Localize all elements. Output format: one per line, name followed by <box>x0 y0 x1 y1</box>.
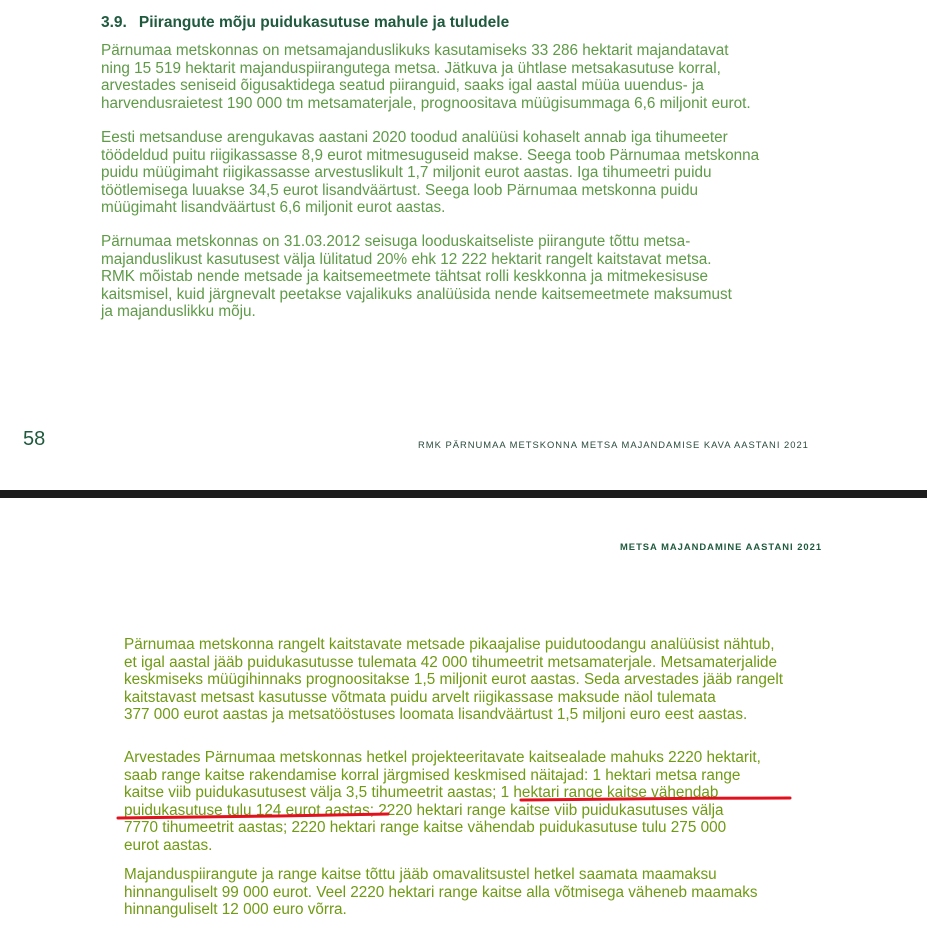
page-number: 58 <box>23 428 46 450</box>
page-divider <box>0 490 927 498</box>
paragraph-1: Pärnumaa metskonnas on metsamajanduslikuks kasutamiseks 33 286 hektarit majandatavat ning 15 519 hektarit majanduspiirangutega metsa. Jätkuva ja ühtlase metsakasutuse korral, arvestades seniseid õigusaktidega seatud piiranguid, saaks igal aastal müüa uuendus- ja harvendusraietest 190 000 tm metsamaterjale, prognoositava müügisummaga 6,6 miljonit eurot. <box>101 42 751 112</box>
section-title: Piirangute mõju puidukasutuse mahule ja tuludele <box>138 14 510 31</box>
running-footer: RMK PÄRNUMAA METSKONNA METSA MAJANDAMISE KAVA AASTANI 2021 <box>418 439 809 450</box>
paragraph-2: Eesti metsanduse arengukavas aastani 2020 toodud analüüsi kohaselt annab iga tihumeeter töödeldud puitu riigikassasse 8,9 eurot mitmesuguseid makse. Seega toob Pärnumaa metskonna puidu müügimaht riigikassasse arvestuslikult 1,7 miljonit eurot aastas. Iga tihumeetri puidu töötlemisega luuakse 34,5 eurot lisandväärtust. Seega loob Pärnumaa metskonna puidu müügimaht lisandväärtust 6,6 miljonit eurot aastas. <box>101 129 760 217</box>
paragraph-3: Pärnumaa metskonnas on 31.03.2012 seisuga looduskaitseliste piirangute tõttu metsa- majanduslikust kasutusest välja lülitatud 20% ehk 12 222 hektarit rangelt kaitstavat metsa. RMK mõistab nende metsade ja kaitsemeetmete tähtsat rolli keskkonna ja mitmekesisuse kaitsmisel, kuid järgnevalt peetakse vajalikuks analüüsida nende kaitsemeetmete maksumust ja majanduslikku mõju. <box>101 233 732 321</box>
running-header: METSA MAJANDAMINE AASTANI 2021 <box>620 541 823 552</box>
paragraph-5: Arvestades Pärnumaa metskonnas hetkel projekteeritavate kaitsealade mahuks 2220 hektarit, saab range kaitse rakendamise korral järgmised keskmised näitajad: 1 hektari metsa range kaitse viib puidukasutusest välja 3,5 tihumeetrit aastas; 1 hektari range kaitse vähendab puidukasutuse tulu 124 eurot aastas; 2220 hektari range kaitse viib puidukasutuses välja 7770 tihumeetrit aastas; 2220 hektari range kaitse vähendab puidukasutuse tulu 275 000 eurot aastas. <box>124 749 761 854</box>
page-59 <box>0 498 927 936</box>
paragraph-4: Pärnumaa metskonna rangelt kaitstavate metsade pikaajalise puidutoodangu analüüsist nähtub, et igal aastal jääb puidukasutusse tulemata 42 000 tihumeetrit metsamaterjale. Metsamaterjalide keskmiseks müügihinnaks prognoositakse 1,5 miljonit eurot aastas. Seda arvestades jääb rangelt kaitstavast metsast kasutusse võtmata puidu arvelt riigikassase maksude näol tulemata 377 000 eurot aastas ja metsatööstuses loomata lisandväärtust 1,5 miljoni euro eest aastas. <box>124 636 783 724</box>
section-heading <box>101 14 509 32</box>
section-number: 3.9. <box>101 14 127 31</box>
paragraph-6: Majanduspiirangute ja range kaitse tõttu jääb omavalitsustel hetkel saamata maamaksu hinnanguliselt 99 000 eurot. Veel 2220 hektari range kaitse alla võtmisega väheneb maamaks hinnanguliselt 12 000 euro võrra. <box>124 866 758 919</box>
